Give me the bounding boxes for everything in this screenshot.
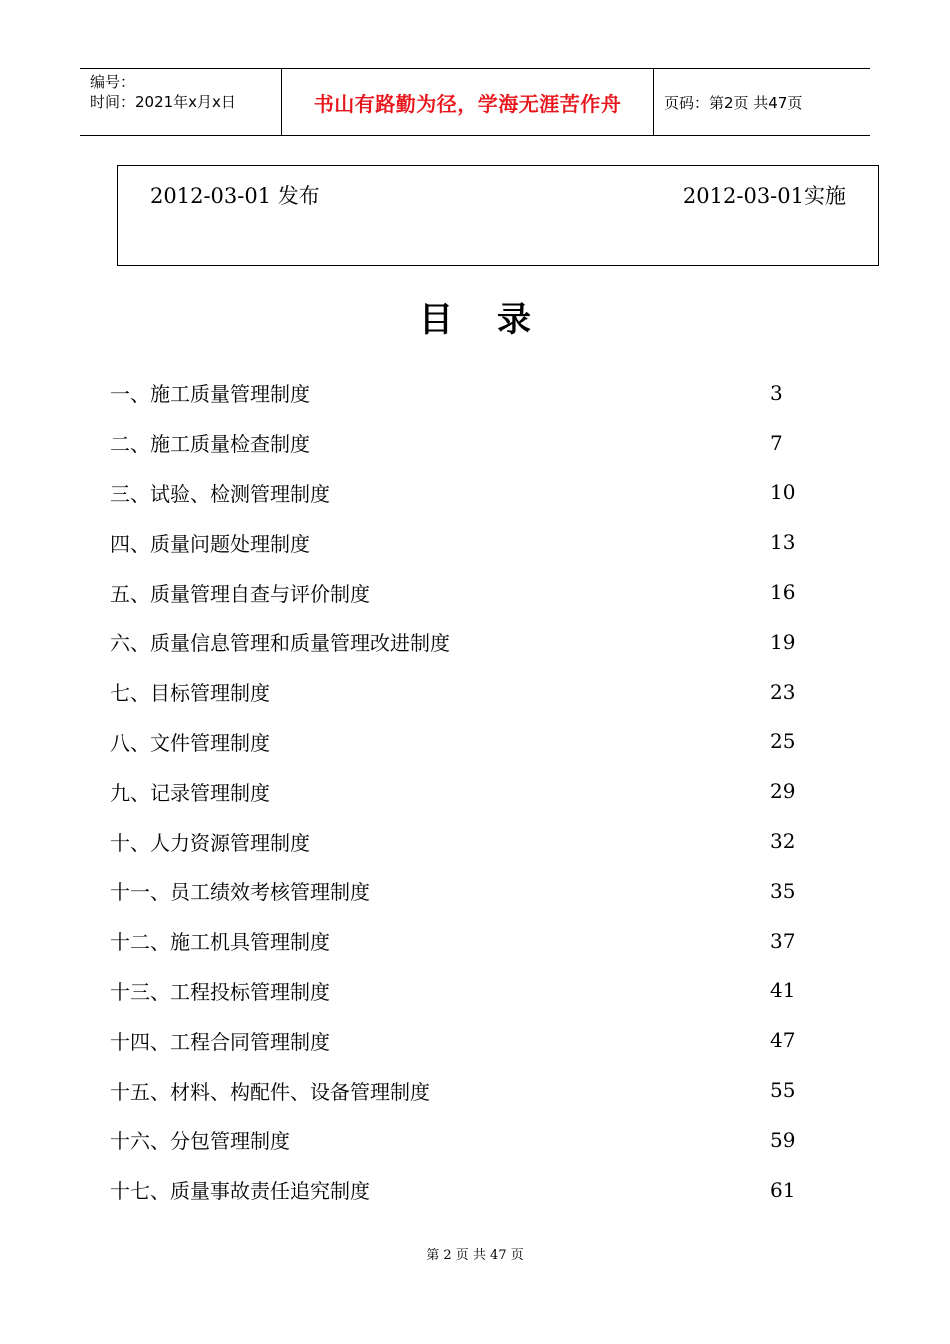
toc-item[interactable] xyxy=(110,1115,810,1165)
header-left-cell xyxy=(80,69,282,135)
toc-item-title: 十一、员工绩效考核管理制度 xyxy=(110,880,370,905)
toc-item[interactable] xyxy=(110,1165,810,1215)
toc-item[interactable] xyxy=(110,816,810,866)
toc-item-title: 十二、施工机具管理制度 xyxy=(110,930,330,955)
toc-item-page: 3 xyxy=(770,380,783,405)
toc-title: 目录 xyxy=(419,300,575,340)
page-header xyxy=(80,68,870,136)
header-slogan: 书山有路勤为径，学海无涯苦作舟 xyxy=(282,69,654,135)
toc-item[interactable] xyxy=(110,418,810,468)
page-footer: 第 2 页 共 47 页 xyxy=(426,1248,524,1263)
toc-item-title: 九、记录管理制度 xyxy=(110,780,270,805)
date-box xyxy=(117,165,879,266)
toc-item-title: 二、施工质量检查制度 xyxy=(110,432,310,457)
toc-item-page: 55 xyxy=(770,1078,796,1103)
toc-item-title: 一、施工质量管理制度 xyxy=(110,382,310,407)
toc-item-title: 四、质量问题处理制度 xyxy=(110,531,310,556)
toc-item-page: 23 xyxy=(770,679,796,704)
toc-item[interactable] xyxy=(110,517,810,567)
toc-item-page: 29 xyxy=(770,779,796,804)
toc-item-title: 八、文件管理制度 xyxy=(110,730,270,755)
header-page-info: 页码：第2页 共47页 xyxy=(664,93,803,112)
toc-item[interactable] xyxy=(110,368,810,418)
toc-item[interactable] xyxy=(110,916,810,966)
toc-item-page: 16 xyxy=(770,580,796,605)
toc-item-page: 19 xyxy=(770,629,796,654)
toc-item[interactable] xyxy=(110,667,810,717)
toc-item-page: 59 xyxy=(770,1127,796,1152)
toc-item-title: 十七、质量事故责任追究制度 xyxy=(110,1179,370,1204)
toc-item-title: 六、质量信息管理和质量管理改进制度 xyxy=(110,631,450,656)
effective-date: 2012-03-01实施 xyxy=(682,184,846,208)
toc-item-title: 五、质量管理自查与评价制度 xyxy=(110,581,370,606)
toc-item-title: 三、试验、检测管理制度 xyxy=(110,481,330,506)
toc-item[interactable] xyxy=(110,866,810,916)
toc-item[interactable] xyxy=(110,617,810,667)
toc-item-title: 十五、材料、构配件、设备管理制度 xyxy=(110,1079,430,1104)
toc-item[interactable] xyxy=(110,766,810,816)
toc-item-title: 十六、分包管理制度 xyxy=(110,1129,290,1154)
toc-item-page: 47 xyxy=(770,1028,796,1053)
toc-item-title: 七、目标管理制度 xyxy=(110,681,270,706)
toc-item-page: 37 xyxy=(770,928,796,953)
toc-item[interactable] xyxy=(110,717,810,767)
toc-list xyxy=(110,368,810,1215)
toc-item-page: 35 xyxy=(770,878,796,903)
toc-item[interactable] xyxy=(110,1015,810,1065)
toc-item-page: 41 xyxy=(770,978,796,1003)
publish-date: 2012-03-01 发布 xyxy=(150,184,320,208)
toc-item-page: 10 xyxy=(770,480,796,505)
toc-item-page: 13 xyxy=(770,530,796,555)
toc-item-page: 32 xyxy=(770,829,796,854)
toc-item-title: 十四、工程合同管理制度 xyxy=(110,1029,330,1054)
toc-item-page: 61 xyxy=(770,1177,796,1202)
number-label: 编号： xyxy=(90,73,136,91)
toc-item-title: 十三、工程投标管理制度 xyxy=(110,979,330,1004)
toc-item-title: 十、人力资源管理制度 xyxy=(110,830,310,855)
toc-item[interactable] xyxy=(110,468,810,518)
toc-item-page: 25 xyxy=(770,729,796,754)
toc-item[interactable] xyxy=(110,567,810,617)
date-label: 时间：2021年x月x日 xyxy=(90,93,236,111)
toc-item-page: 7 xyxy=(770,430,783,455)
toc-item[interactable] xyxy=(110,1065,810,1115)
toc-item[interactable] xyxy=(110,966,810,1016)
